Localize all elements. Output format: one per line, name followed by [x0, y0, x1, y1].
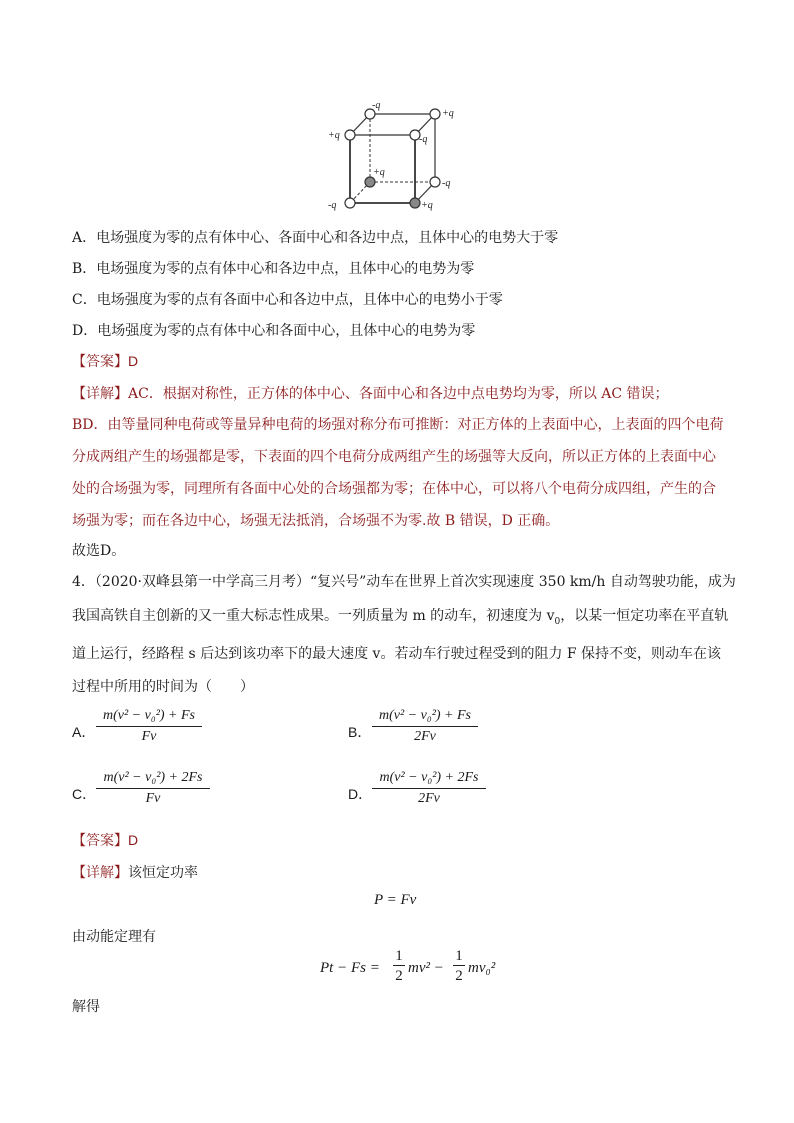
q4-detail: [72, 862, 198, 882]
label-top-back-right: +q: [442, 108, 454, 119]
charge-bottom-front-right: [410, 198, 420, 208]
q4-option-a-fraction: [96, 708, 202, 745]
charge-bottom-back-right: [430, 177, 440, 187]
eq2-mid: mv² −: [408, 960, 444, 976]
charge-top-front-left: [345, 130, 355, 140]
answer-label: 【答案】: [72, 354, 128, 370]
label-bottom-front-left: -q: [328, 200, 337, 211]
q3-option-d: D．电场强度为零的点有体中心和各面中心，且体中心的电势为零: [72, 323, 476, 339]
solve-text: 解得: [72, 999, 100, 1015]
detail-text: AC．根据对称性，正方体的体中心、各面中心和各边中点电势均为零，所以 AC 错误；: [128, 386, 669, 402]
label-top-front-right: -q: [419, 134, 428, 145]
q4-option-c-fraction: [96, 770, 210, 807]
option-c-numerator: m(v² − v₀²) + 2Fs: [103, 770, 203, 785]
q4-option-d-fraction: [372, 770, 486, 807]
half-den: 2: [393, 965, 405, 985]
theorem-text: 由动能定理有: [72, 929, 156, 945]
eq2-left: Pt − Fs =: [320, 960, 380, 976]
option-d-denominator: 2Fv: [372, 788, 486, 807]
q3-detail-line-5: 场强为零；而在各边中心，场强无法抵消，合场强不为零.故 B 错误，D 正确。: [72, 513, 560, 529]
answer-value: D: [128, 353, 139, 369]
label-bottom-front-right: +q: [421, 200, 433, 211]
q3-answer: [72, 351, 138, 371]
q3-option-b: B．电场强度为零的点有体中心和各边中点，且体中心的电势为零: [72, 261, 475, 277]
q4-stem-line-4: 过程中所用的时间为（ ）: [72, 679, 254, 695]
half-num: 1: [395, 948, 403, 964]
q3-detail-line-4: 处的合场强为零，同理所有各面中心处的合场强都为零；在体中心，可以将八个电荷分成四组，产生的合: [72, 481, 716, 497]
stem-part-b: ，以某一恒定功率在平直轨: [560, 608, 729, 624]
option-a-numerator: m(v² − v₀²) + Fs: [102, 708, 196, 723]
eq2-end: mv₀²: [468, 960, 496, 976]
q3-option-c: C．电场强度为零的点有各面中心和各边中点，且体中心的电势小于零: [72, 292, 503, 308]
q3-option-a: A．电场强度为零的点有体中心、各面中心和各边中点，且体中心的电势大于零: [72, 230, 559, 246]
answer-label: 【答案】: [72, 833, 128, 849]
detail-label: 【详解】: [72, 865, 128, 881]
q4-stem-line-2: [72, 605, 728, 627]
label-top-front-left: +q: [328, 130, 340, 141]
q4-option-a-label: A．: [72, 724, 96, 740]
q4-option-b-label: B．: [348, 724, 372, 740]
option-b-denominator: 2Fv: [372, 726, 478, 745]
eq2-half-fraction-1: [393, 948, 405, 985]
q4-answer: [72, 830, 138, 850]
answer-value: D: [128, 832, 139, 848]
q3-detail-line-1: [72, 383, 669, 403]
label-bottom-back-right: -q: [442, 178, 451, 189]
label-bottom-back-left: +q: [373, 167, 385, 178]
q3-detail-line-3: 分成两组产生的场强都是零，下表面的四个电荷分成两组产生的场强等大反向，所以正方体的上表面中心: [72, 449, 716, 465]
option-b-numerator: m(v² − v₀²) + Fs: [378, 708, 472, 723]
charge-top-back-right: [430, 109, 440, 119]
stem-subscript: 0: [554, 616, 561, 627]
charge-bottom-front-left: [345, 198, 355, 208]
option-d-numerator: m(v² − v₀²) + 2Fs: [379, 770, 479, 785]
half-num: 1: [455, 948, 463, 964]
equation-power: P = Fv: [374, 892, 417, 908]
q4-option-b-fraction: [372, 708, 478, 745]
charge-cube-figure: [322, 100, 470, 215]
label-top-back-left: -q: [372, 100, 381, 111]
q4-option-d-label: D．: [348, 786, 373, 802]
eq2-half-fraction-2: [453, 948, 465, 985]
detail-text: 该恒定功率: [128, 865, 198, 881]
q4-stem-line-1: 4．（2020·双峰县第一中学高三月考）“复兴号”动车在世界上首次实现速度 350 km/h 自动驾驶功能，成为: [72, 574, 736, 590]
charge-bottom-back-left: [365, 177, 375, 187]
half-den: 2: [453, 965, 465, 985]
option-a-denominator: Fv: [96, 726, 202, 745]
q3-detail-line-2: BD．由等量同种电荷或等量异种电荷的场强对称分布可推断：对正方体的上表面中心，上表面的四个电荷: [72, 417, 724, 433]
q3-conclusion: 故选D。: [72, 543, 126, 559]
q4-stem-line-3: 道上运行，经路程 s 后达到该功率下的最大速度 v。若动车行驶过程受到的阻力 F 保持不变，则动车在该: [72, 646, 722, 662]
q4-option-c-label: C．: [72, 786, 97, 802]
detail-label: 【详解】: [72, 386, 128, 402]
stem-part-a: 我国高铁自主创新的又一重大标志性成果。一列质量为 m 的动车，初速度为 v: [72, 608, 555, 624]
option-c-denominator: Fv: [96, 788, 210, 807]
